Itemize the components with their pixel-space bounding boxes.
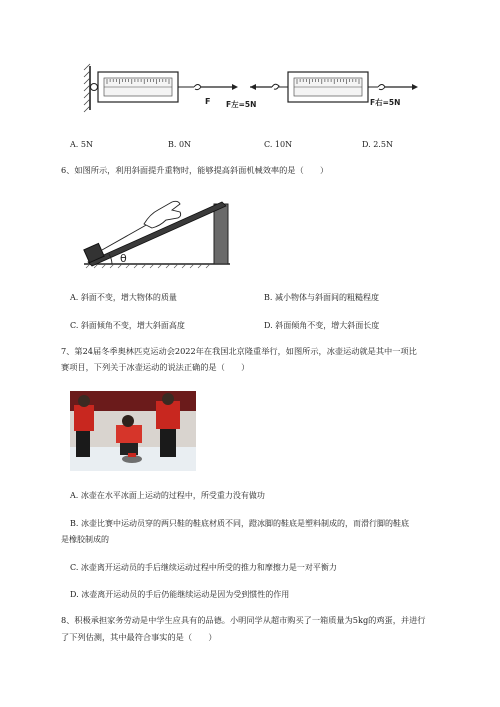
q7-option-c[interactable]: C. 冰壶离开运动员的手后继续运动过程中所受的推力和摩擦力是一对平衡力: [70, 563, 337, 572]
wall-icon: [84, 64, 90, 112]
force-arrow-left: [250, 84, 272, 90]
q6-stem: 6、如图所示，利用斜面提升重物时，能够提高斜面机械效率的是（ ）: [61, 165, 329, 175]
q7-option-d[interactable]: D. 冰壶离开运动员的手后仍能继续运动是因为受到惯性的作用: [70, 590, 290, 599]
angle-label: θ: [120, 252, 127, 265]
q5-option-a[interactable]: A. 5N: [70, 140, 93, 149]
q7-option-b-line2[interactable]: 是橡胶制成的: [61, 535, 109, 544]
force-label-right: F右=5N: [370, 98, 401, 107]
q8-stem-line1: 8、积极承担家务劳动是中学生应具有的品德。小明同学从超市购买了一箱质量为5kg的鸡蛋，并进行: [61, 615, 426, 625]
q8-stem-line2: 了下列估测，其中最符合事实的是（ ）: [61, 632, 217, 642]
q5-option-b[interactable]: B. 0N: [168, 140, 192, 149]
force-label-left: F左=5N: [226, 100, 257, 109]
q7-option-a[interactable]: A. 冰壶在水平冰面上运动的过程中，所受重力没有做功: [70, 491, 265, 500]
q6-option-d[interactable]: D. 斜面倾角不变，增大斜面长度: [264, 321, 380, 330]
q5-option-d[interactable]: D. 2.5N: [362, 140, 393, 149]
q6-option-c[interactable]: C. 斜面倾角不变，增大斜面高度: [70, 321, 185, 330]
support-post: [214, 204, 228, 264]
q6-option-a[interactable]: A. 斜面不变，增大物体的质量: [70, 293, 177, 302]
inclined-plane-figure: [78, 196, 238, 276]
left-spring-scale: [91, 72, 202, 102]
q5-option-c[interactable]: C. 10N: [264, 140, 293, 149]
curling-photo: [70, 391, 196, 471]
force-arrow-f: [201, 84, 238, 90]
force-arrow-right: [385, 84, 418, 90]
q7-stem-line2: 赛项目，下列关于冰壶运动的说法正确的是（ ）: [61, 362, 250, 372]
q7-option-b-line1[interactable]: B. 冰壶比赛中运动员穿的两只鞋的鞋底材质不同，蹬冰脚的鞋底是塑料制成的，而滑行脚的鞋底: [70, 519, 409, 528]
q7-stem-line1: 7、第24届冬季奥林匹克运动会2022年在我国北京隆重举行，如图所示，冰壶运动就是其中一项比: [61, 346, 417, 356]
q6-option-b[interactable]: B. 减小物体与斜面间的粗糙程度: [264, 293, 379, 302]
force-label-f: F: [205, 97, 211, 106]
